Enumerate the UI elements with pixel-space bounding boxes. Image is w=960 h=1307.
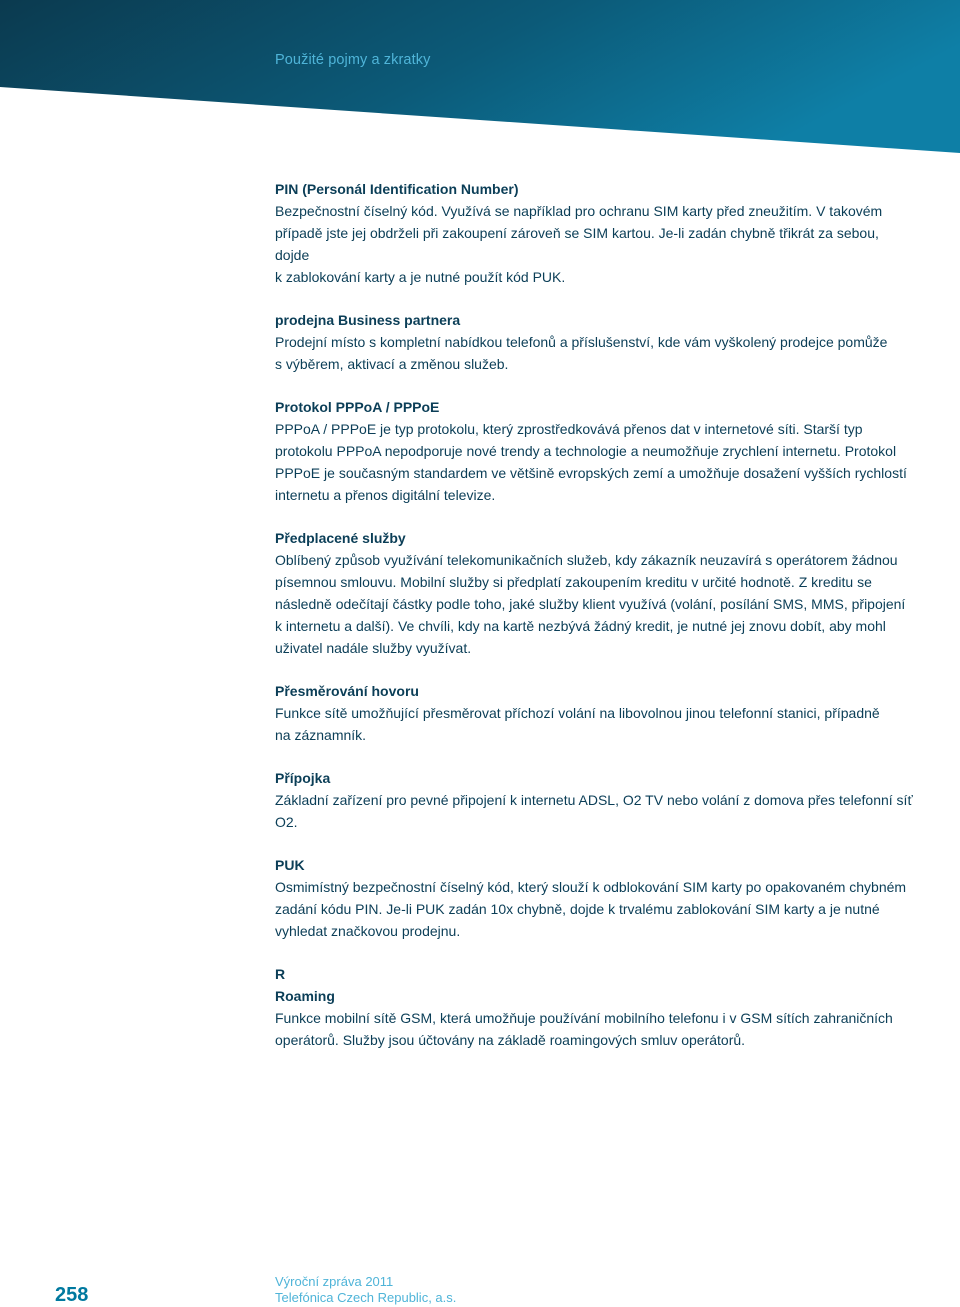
glossary-definition: PPPoA / PPPoE je typ protokolu, který zprostředkovává přenos dat v internetové síti. Starší typ protokolu PPPoA nepodporuje nové trendy a technologie a neumožňuje zrychlení internetu. Protokol PPPoE je současným standardem ve většině evropských zemí a umožňuje dosažení vyšších rychlostí internetu a přenos digitální televize. [275, 421, 907, 503]
glossary-definition: Základní zařízení pro pevné připojení k internetu ADSL, O2 TV nebo volání z domova přes telefonní síť O2. [275, 792, 913, 830]
glossary-definition: Oblíbený způsob využívání telekomunikačních služeb, kdy zákazník neuzavírá s operátorem žádnou písemnou smlouvu. Mobilní služby si předplatí zakoupením kreditu v určité hodnotě. Z kreditu se následně odečítají částky podle toho, jaké služby klient využívá (volání, posílání SMS, MMS, připojení k internetu a další). Ve chvíli, kdy na kartě nezbývá žádný kredit, je nutné jej znovu dobít, aby mohl uživatel nadále služby využívat. [275, 552, 906, 656]
footer-company-name: Telefónica Czech Republic, a.s. [275, 1290, 457, 1305]
glossary-term: Protokol PPPoA / PPPoE [275, 399, 440, 415]
page-section-title: Použité pojmy a zkratky [275, 52, 431, 68]
glossary-entry [275, 527, 915, 659]
glossary-term: Předplacené služby [275, 530, 406, 546]
glossary-content [275, 178, 915, 1072]
header-band-shape [0, 0, 960, 155]
glossary-entry [275, 963, 915, 1051]
glossary-term: PIN (Personál Identification Number) [275, 181, 519, 197]
glossary-term: Přesměrování hovoru [275, 683, 419, 699]
glossary-definition: Osmimístný bezpečnostní číselný kód, který slouží k odblokování SIM karty po opakovaném chybném zadání kódu PIN. Je-li PUK zadán 10x chybně, dojde k trvalému zablokování SIM karty a je nutné vyhledat značkovou prodejnu. [275, 879, 907, 939]
glossary-definition: Bezpečnostní číselný kód. Využívá se například pro ochranu SIM karty před zneužitím. V takovém případě jste jej obdrželi při zakoupení zároveň se SIM kartou. Je-li zadán chybně třikrát za sebou, dojde k zablokování karty a je nutné použít kód PUK. [275, 203, 883, 285]
glossary-entry [275, 767, 915, 833]
glossary-definition: Funkce sítě umožňující přesměrovat příchozí volání na libovolnou jinou telefonní stanici, případně na záznamník. [275, 705, 880, 743]
glossary-definition: Funkce mobilní sítě GSM, která umožňuje používání mobilního telefonu i v GSM sítích zahraničních operátorů. Služby jsou účtovány na základě roamingových smluv operátorů. [275, 1010, 893, 1048]
glossary-entry [275, 178, 915, 288]
glossary-term: PUK [275, 857, 305, 873]
page-number: 258 [55, 1284, 89, 1306]
glossary-term: Přípojka [275, 770, 331, 786]
glossary-entry [275, 396, 915, 506]
glossary-term: R Roaming [275, 966, 335, 1004]
glossary-term: prodejna Business partnera [275, 312, 461, 328]
glossary-entry [275, 680, 915, 746]
glossary-entry [275, 309, 915, 375]
footer-publication [275, 1274, 456, 1306]
glossary-entry [275, 854, 915, 942]
footer-report-title: Výroční zpráva 2011 [275, 1274, 394, 1289]
header-band [0, 0, 960, 155]
glossary-definition: Prodejní místo s kompletní nabídkou telefonů a příslušenství, kde vám vyškolený prodejce pomůže s výběrem, aktivací a změnou služeb. [275, 334, 888, 372]
